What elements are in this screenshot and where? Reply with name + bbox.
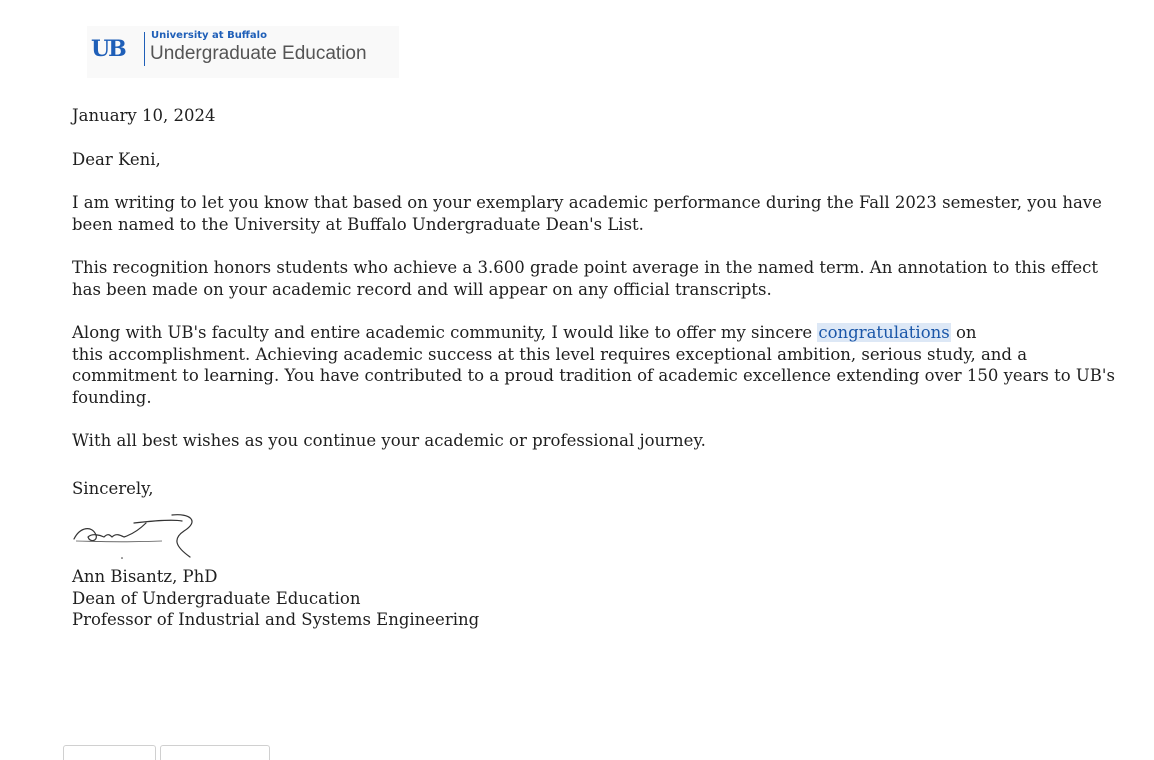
signature-image bbox=[72, 511, 204, 565]
bottom-tab-2[interactable] bbox=[160, 745, 270, 760]
paragraph-3-on: on bbox=[950, 323, 977, 342]
signer-title-2: Professor of Industrial and Systems Engineering bbox=[72, 610, 480, 629]
logo-department-name: Undergraduate Education bbox=[150, 43, 367, 64]
logo-divider bbox=[144, 32, 145, 66]
highlighted-word[interactable]: congratulations bbox=[818, 323, 950, 342]
letter-closing: Sincerely, bbox=[72, 479, 154, 498]
letter-paragraph-2: This recognition honors students who achieve a 3.600 grade point average in the named term. An annotation to this effect has been made on your academic record and will appear on any official transcripts. bbox=[72, 258, 1098, 299]
letter-body bbox=[72, 105, 1132, 474]
letter-paragraph-1: I am writing to let you know that based on your exemplary academic performance during the Fall 2023 semester, you have been named to the University at Buffalo Undergraduate Dean's List. bbox=[72, 193, 1102, 234]
letter-paragraph-3 bbox=[72, 322, 1132, 408]
signer-name: Ann Bisantz, PhD bbox=[72, 567, 218, 586]
ub-logo bbox=[87, 26, 399, 78]
paragraph-3-rest: this accomplishment. Achieving academic success at this level requires exceptional ambition, serious study, and a commitment to learning. You have contributed to a proud tradition of academic excellence extending over 150 years to UB's founding. bbox=[72, 344, 1115, 407]
paragraph-3-start: Along with UB's faculty and entire academic community, I would like to offer my sincere bbox=[72, 323, 818, 342]
letter-paragraph-4: With all best wishes as you continue your academic or professional journey. bbox=[72, 431, 706, 450]
letter-date: January 10, 2024 bbox=[72, 106, 216, 125]
bottom-tab-1[interactable] bbox=[63, 745, 156, 760]
signature-block bbox=[72, 566, 479, 631]
logo-university-name: University at Buffalo bbox=[151, 30, 267, 41]
letter-salutation: Dear Keni, bbox=[72, 149, 161, 169]
ub-logo-mark: UB bbox=[91, 36, 125, 62]
signer-title-1: Dean of Undergraduate Education bbox=[72, 588, 361, 608]
